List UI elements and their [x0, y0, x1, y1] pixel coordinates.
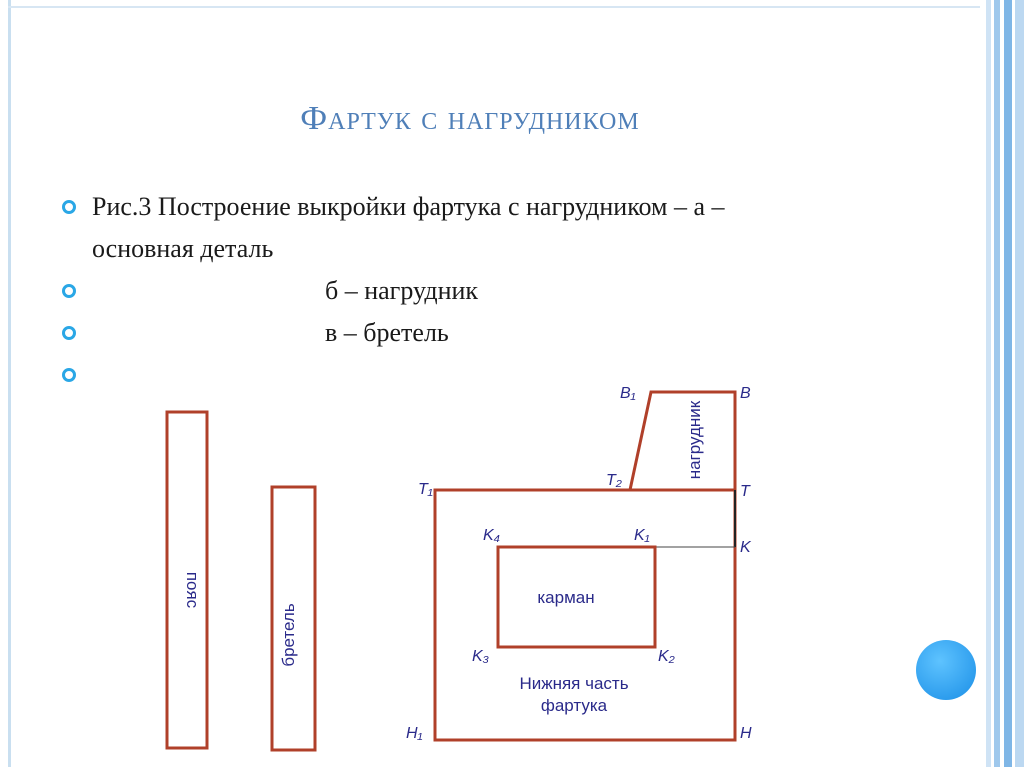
bib-label: нагрудник	[685, 400, 704, 480]
point-label-k: K	[740, 539, 751, 556]
point-label-k1: K₁	[634, 527, 650, 544]
point-label-t2: T₂	[606, 472, 622, 489]
bottom-label-line2: фартука	[540, 696, 608, 715]
strap-label: бретель	[279, 603, 298, 667]
bib-outline	[630, 392, 735, 490]
belt-label: пояс	[183, 571, 202, 609]
decorative-circle	[916, 640, 976, 700]
point-label-b1: B₁	[620, 385, 636, 402]
point-label-k4: K₄	[483, 527, 501, 544]
point-label-h: H	[740, 725, 752, 742]
point-label-k2: K₂	[658, 648, 675, 665]
bullet-text: в – бретель	[325, 318, 449, 347]
point-label-b: B	[740, 385, 751, 402]
slide-title: Фартук с нагрудником	[300, 100, 640, 137]
bullet-text: б – нагрудник	[325, 276, 479, 305]
point-label-k3: K₃	[472, 648, 490, 665]
point-label-t: T	[740, 483, 750, 500]
pocket-label: карман	[537, 588, 595, 607]
point-label-h1: H₁	[406, 725, 423, 742]
point-label-t1: T₁	[418, 481, 433, 498]
bottom-label-line1: Нижняя часть	[519, 674, 629, 693]
bullet-text: Рис.3 Построение выкройки фартука с нагрудником – а – основная деталь	[92, 192, 725, 263]
